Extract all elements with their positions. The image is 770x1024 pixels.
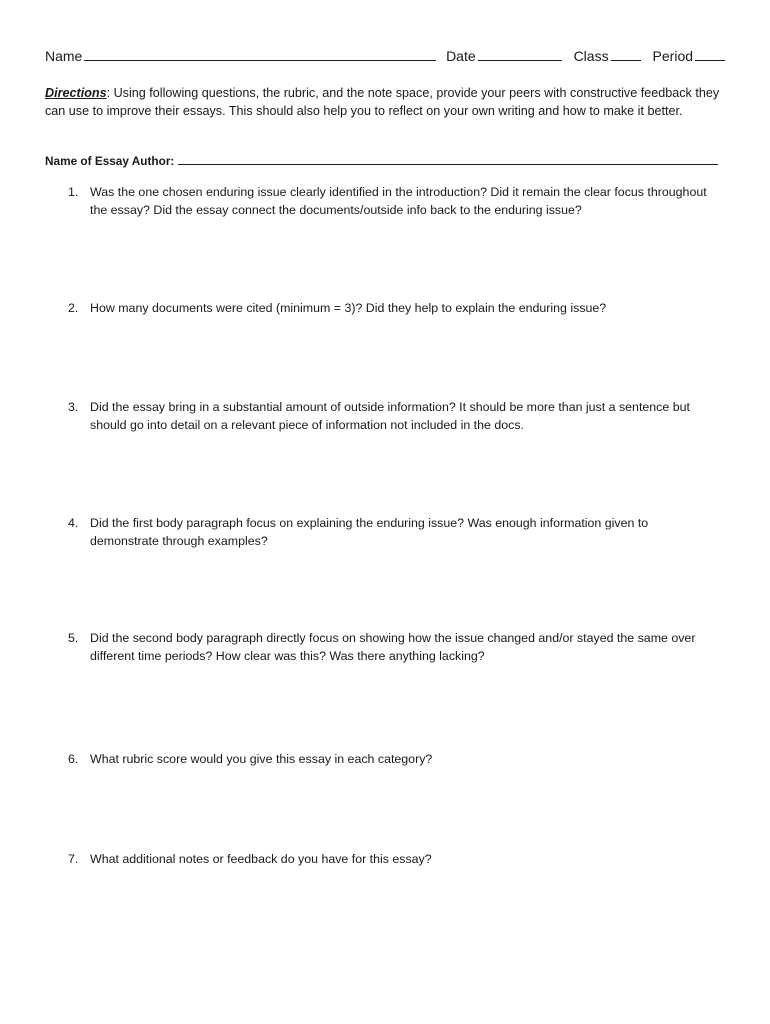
question-5 <box>68 630 718 665</box>
date-label: Date <box>446 48 476 64</box>
name-blank[interactable] <box>84 46 436 61</box>
question-number: 2. <box>68 301 79 315</box>
question-number: 4. <box>68 516 79 530</box>
question-text: Did the second body paragraph directly focus on showing how the issue changed and/or stayed the same over different time periods? How clear was this? Was there anything lacking? <box>90 631 696 663</box>
directions-text: : Using following questions, the rubric, and the note space, provide your peers with constructive feedback they can use to improve their essays. This should also help you to reflect on your own writing and how to make it better. <box>45 86 720 118</box>
class-blank[interactable] <box>611 46 641 61</box>
question-6 <box>68 751 718 769</box>
directions-label: Directions <box>45 86 107 100</box>
essay-author-label: Name of Essay Author: <box>45 154 175 168</box>
question-number: 1. <box>68 185 79 199</box>
directions-paragraph <box>45 85 735 120</box>
question-2 <box>68 300 718 318</box>
question-text: What additional notes or feedback do you have for this essay? <box>90 852 432 866</box>
date-blank[interactable] <box>478 46 562 61</box>
period-blank[interactable] <box>695 46 725 61</box>
question-text: Did the essay bring in a substantial amount of outside information? It should be more than just a sentence but should go into detail on a relevant piece of information not included in the docs. <box>90 400 690 432</box>
question-number: 5. <box>68 631 79 645</box>
name-label: Name <box>45 48 83 64</box>
question-text: What rubric score would you give this essay in each category? <box>90 752 433 766</box>
question-text: Was the one chosen enduring issue clearly identified in the introduction? Did it remain the clear focus throughout the essay? Did the essay connect the documents/outside info back to the enduring issue? <box>90 185 707 217</box>
question-number: 3. <box>68 400 79 414</box>
period-label: Period <box>652 48 694 64</box>
question-number: 6. <box>68 752 79 766</box>
class-label: Class <box>573 48 609 64</box>
essay-author-row <box>45 152 725 168</box>
question-3 <box>68 399 718 434</box>
question-7 <box>68 851 718 869</box>
student-info-row <box>45 46 725 64</box>
question-text: How many documents were cited (minimum = 3)? Did they help to explain the enduring issue? <box>90 301 607 315</box>
question-1 <box>68 184 718 219</box>
question-text: Did the first body paragraph focus on explaining the enduring issue? Was enough information given to demonstrate through examples? <box>90 516 649 548</box>
essay-author-blank[interactable] <box>178 152 718 165</box>
question-number: 7. <box>68 852 79 866</box>
question-4 <box>68 515 718 550</box>
